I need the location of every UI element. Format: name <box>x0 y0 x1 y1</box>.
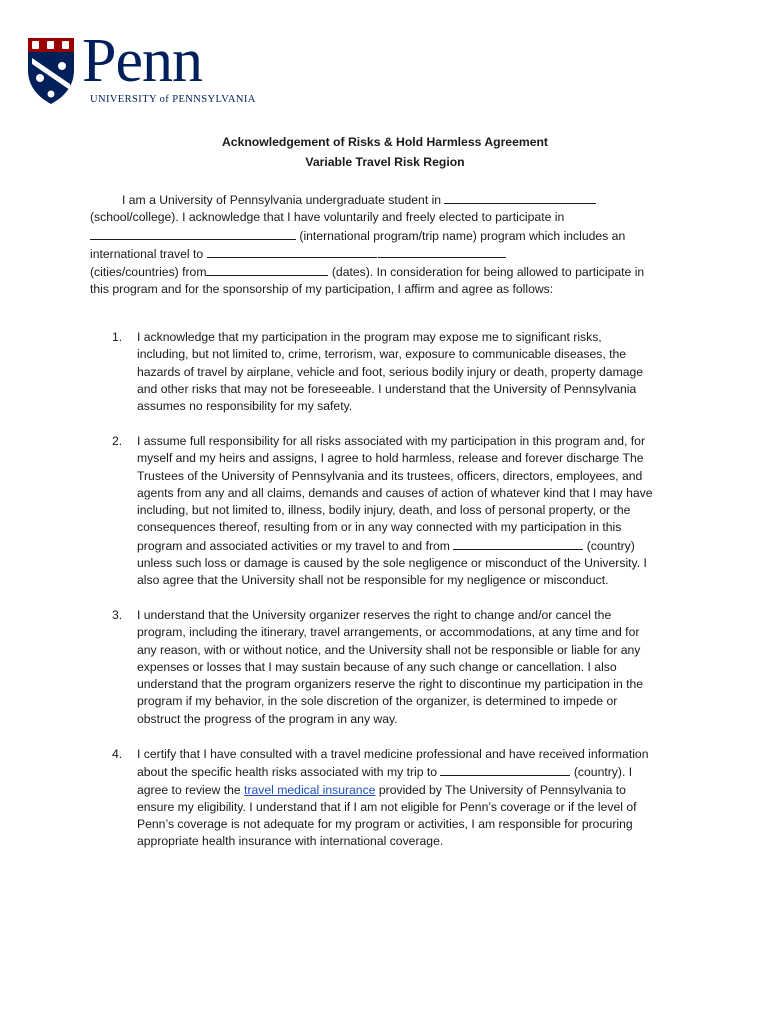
item-line: expenses or losses that I may sustain because of any such change or cancellation. I also <box>137 659 617 674</box>
item-line: obstruct the progress of the program in any way. <box>137 711 398 726</box>
item-line: agree to review the travel medical insurance provided by The University of Pennsylvania to <box>137 782 626 797</box>
intro-line: international travel to <box>90 245 690 263</box>
item-line: ensure my eligibility. I understand that if I am not eligible for Penn’s coverage or if the level of <box>137 799 637 814</box>
travel-medical-insurance-link[interactable]: travel medical insurance <box>244 782 376 797</box>
item-line: also agree that the University shall not be responsible for my negligence or misconduct. <box>137 573 609 588</box>
intro-paragraph <box>90 191 690 299</box>
destination-blank-1[interactable] <box>207 245 377 258</box>
item-line: myself and my heirs and assigns, I agree to hold harmless, release and forever discharge The <box>137 451 644 466</box>
destination-blank-2[interactable] <box>378 245 506 258</box>
item-line: program and associated activities or my travel to and from (country) <box>137 538 635 553</box>
item-line: agents from any and all claims, demands and causes of action of whatever kind that I may have <box>137 485 653 500</box>
penn-logo <box>26 27 256 108</box>
list-number: 4. <box>112 747 123 761</box>
country-blank[interactable] <box>453 537 583 550</box>
item-line: Trustees of the University of Pennsylvania and its trustees, officers, directors, employees, and <box>137 468 643 483</box>
item-line: hazards of travel by airplane, vehicle and foot, serious bodily injury or death, property damage <box>137 364 644 379</box>
item-line: consequences thereof, resulting from or in any way connected with my participation in this <box>137 520 622 535</box>
document-subtitle: Variable Travel Risk Region <box>305 155 465 169</box>
intro-line: (cities/countries) from (dates). In consideration for being allowed to participate in <box>90 265 645 280</box>
item-line: including, but not limited to, crime, terrorism, war, exposure to communicable diseases, the <box>137 347 627 362</box>
item-line: including, but not limited to, illness, bodily injury, death, and loss of personal property, or the <box>137 503 631 518</box>
list-number: 2. <box>112 434 123 448</box>
penn-shield-icon <box>26 36 76 106</box>
item-line: Penn’s coverage is not adequate for my program or activities, I am responsible for procuring <box>137 817 633 832</box>
intro-line: this program and for the sponsorship of my participation, I affirm and agree as follows: <box>90 282 554 297</box>
university-name: UNIVERSITY of PENNSYLVANIA <box>90 94 256 105</box>
item-line: and other risks that may not be foreseeable. I understand that the University of Pennsylvania <box>137 381 637 396</box>
intro-line: I am a University of Pennsylvania undergraduate student in <box>90 191 690 209</box>
list-number: 1. <box>112 330 123 344</box>
item-line: any reason, with or without notice, and the University shall not be responsible or liable for any <box>137 642 641 657</box>
item-line: program, including the itinerary, travel arrangements, or accommodations, at any time and for <box>137 625 640 640</box>
intro-line: (school/college). I acknowledge that I have voluntarily and freely elected to participate in <box>90 210 565 225</box>
item-line: understand that the program organizers reserve the right to discontinue my participation in the <box>137 677 644 692</box>
item-line: I assume full responsibility for all risks associated with my participation in this program and, for <box>137 434 646 448</box>
program-name-blank[interactable] <box>90 227 296 240</box>
item-line: I understand that the University organizer reserves the right to change and/or cancel the <box>137 608 612 622</box>
list-number: 3. <box>112 608 123 622</box>
intro-line: (international program/trip name) program which includes an <box>90 227 690 245</box>
document-title: Acknowledgement of Risks & Hold Harmless Agreement <box>222 135 548 149</box>
item-line: appropriate health insurance with international coverage. <box>137 834 444 849</box>
item-line: unless such loss or damage is caused by the sole negligence or misconduct of the University. I <box>137 556 647 571</box>
item-line: assumes no responsibility for my safety. <box>137 399 353 414</box>
item-line: I certify that I have consulted with a travel medicine professional and have received information <box>137 747 649 761</box>
school-blank[interactable] <box>444 191 596 204</box>
item-line: program if my behavior, in the sole discretion of the organizer, is determined to impede or <box>137 694 618 709</box>
dates-blank[interactable] <box>206 263 328 276</box>
item-line: I acknowledge that my participation in the program may expose me to significant risks, <box>137 330 602 344</box>
penn-wordmark: Penn <box>82 27 202 95</box>
trip-country-blank[interactable] <box>440 763 570 776</box>
item-line: about the specific health risks associated with my trip to (country). I <box>137 765 633 780</box>
